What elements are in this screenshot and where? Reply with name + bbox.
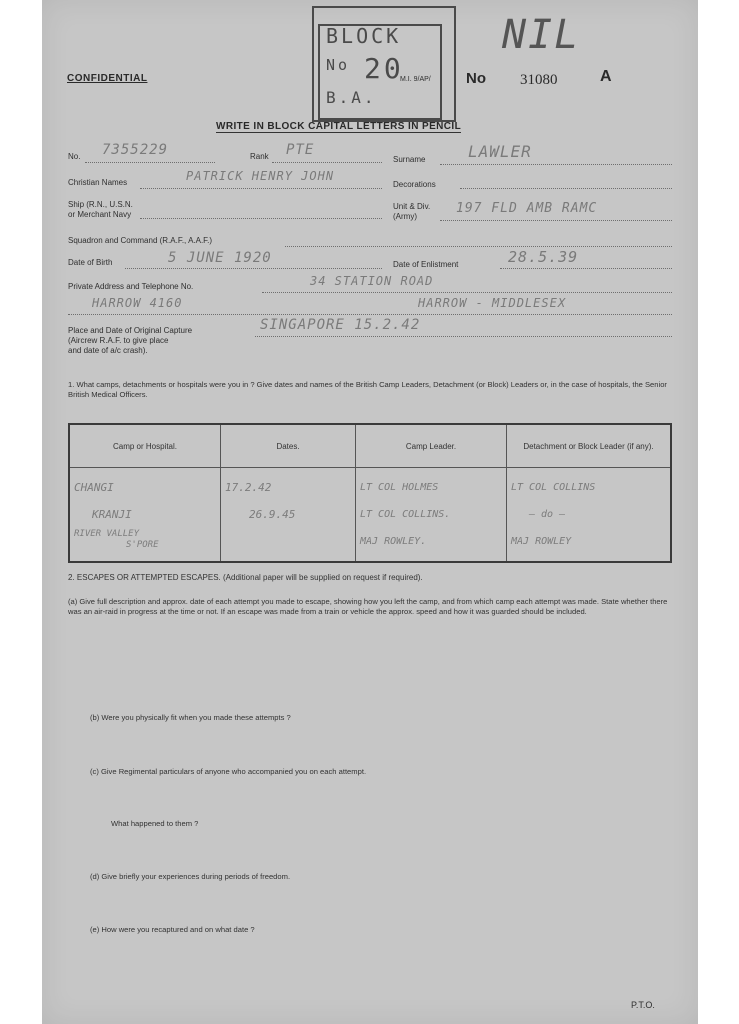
table-row	[69, 468, 671, 563]
rank-value: PTE	[286, 142, 315, 158]
address-value-1: 34 STATION ROAD	[310, 274, 434, 288]
address-value-2: HARROW 4160	[92, 296, 183, 310]
unit-value: 197 FLD AMB RAMC	[456, 201, 598, 216]
enlistment-value: 28.5.39	[508, 248, 579, 266]
decorations-line	[460, 188, 672, 189]
capture-label-3: and date of a/c crash).	[68, 346, 148, 355]
detachment-2: — do —	[529, 509, 566, 520]
squadron-line	[285, 246, 672, 247]
ship-label-2: or Merchant Navy	[68, 210, 132, 219]
decorations-label: Decorations	[393, 180, 436, 189]
date-1: 17.2.42	[225, 481, 272, 494]
squadron-label: Squadron and Command (R.A.F., A.A.F.)	[68, 236, 213, 245]
table-header-row	[69, 424, 671, 468]
section2-e: (e) How were you recaptured and on what date ?	[90, 925, 255, 934]
stamp-ba-text: B.A.	[326, 88, 377, 107]
section1-question: 1. What camps, detachments or hospitals were you in ? Give dates and names of the British Camp Leaders, Detachment (or Block) Leaders or, in the case of hospitals, the Senior British Medical Officers.	[68, 380, 667, 399]
surname-value: LAWLER	[468, 142, 532, 161]
form-series: A	[600, 68, 612, 85]
detachment-3: MAJ ROWLEY	[511, 536, 572, 547]
capture-label-2: (Aircrew R.A.F. to give place	[68, 336, 169, 345]
leader-3: MAJ ROWLEY.	[360, 536, 427, 547]
capture-line	[255, 336, 672, 337]
detachment-cell	[507, 468, 672, 563]
rank-label: Rank	[250, 152, 269, 161]
camps-table	[68, 423, 672, 563]
no-line	[85, 162, 215, 163]
capture-value: SINGAPORE 15.2.42	[260, 317, 421, 333]
nil-annotation: NIL	[502, 12, 581, 58]
form-no-label: No	[466, 70, 486, 87]
address-line-2	[68, 314, 672, 315]
section2-c2: What happened to them ?	[111, 819, 199, 828]
date-2: 26.9.45	[249, 508, 296, 521]
dob-line	[125, 268, 382, 269]
section2-b: (b) Were you physically fit when you made these attempts ?	[90, 713, 291, 722]
confidential-label: CONFIDENTIAL	[67, 73, 148, 84]
camp-3b: S'PORE	[126, 540, 159, 550]
section2-c: (c) Give Regimental particulars of anyone who accompanied you on each attempt.	[90, 767, 367, 776]
unit-label-2: (Army)	[393, 212, 417, 221]
no-label: No.	[68, 152, 81, 161]
no-value: 7355229	[102, 142, 169, 158]
unit-label: Unit & Div.	[393, 202, 431, 211]
enlistment-line	[500, 268, 672, 269]
capture-label-1: Place and Date of Original Capture	[68, 326, 193, 335]
block-stamp	[312, 6, 456, 122]
camp-cell	[69, 468, 221, 563]
col-leader-header: Camp Leader.	[356, 424, 507, 468]
surname-line	[440, 164, 672, 165]
address-label: Private Address and Telephone No.	[68, 282, 194, 291]
enlistment-label: Date of Enlistment	[393, 260, 459, 269]
form-no-value: 31080	[520, 72, 558, 88]
camp-2: KRANJI	[92, 508, 132, 521]
detachment-1: LT COL COLLINS	[511, 482, 596, 493]
ship-line	[140, 218, 382, 219]
ship-label: Ship (R.N., U.S.N.	[68, 200, 133, 209]
dob-value: 5 JUNE 1920	[168, 250, 272, 266]
rank-line	[272, 162, 382, 163]
christian-names-label: Christian Names	[68, 178, 128, 187]
section2-heading: 2. ESCAPES OR ATTEMPTED ESCAPES. (Additional paper will be supplied on request if required).	[68, 573, 423, 582]
section2-a: (a) Give full description and approx. date of each attempt you made to escape, showing how you left the camp, and from which camp each attempt was made. State whether there was an air-raid in progress at the time or not. If an escape was made from a train or vehicle the approx. speed and how it was guarded should be included.	[68, 597, 668, 616]
section2-d: (d) Give briefly your experiences during periods of freedom.	[90, 872, 291, 881]
col-dates-header: Dates.	[221, 424, 356, 468]
pto-label: P.T.O.	[631, 1000, 655, 1010]
stamp-number-text: 20	[364, 52, 404, 85]
address-value-3: HARROW - MIDDLESEX	[418, 296, 567, 310]
camp-1: CHANGI	[74, 481, 114, 494]
stamp-block-text: BLOCK	[326, 24, 402, 48]
ref-prefix: M.I. 9/AP/	[400, 76, 431, 83]
stamp-no-text: No	[326, 56, 351, 74]
col-camp-header: Camp or Hospital.	[69, 424, 221, 468]
leader-2: LT COL COLLINS.	[360, 509, 451, 520]
unit-line	[440, 220, 672, 221]
camp-3: RIVER VALLEY	[74, 529, 140, 539]
form-instruction: WRITE IN BLOCK CAPITAL LETTERS IN PENCIL	[216, 121, 462, 132]
address-line-1	[262, 292, 672, 293]
leader-cell	[356, 468, 507, 563]
col-detachment-header: Detachment or Block Leader (if any).	[507, 424, 672, 468]
christian-names-value: PATRICK HENRY JOHN	[186, 169, 335, 183]
leader-1: LT COL HOLMES	[360, 482, 439, 493]
dob-label: Date of Birth	[68, 258, 113, 267]
christian-names-line	[140, 188, 382, 189]
dates-cell	[221, 468, 356, 563]
surname-label: Surname	[393, 155, 426, 164]
